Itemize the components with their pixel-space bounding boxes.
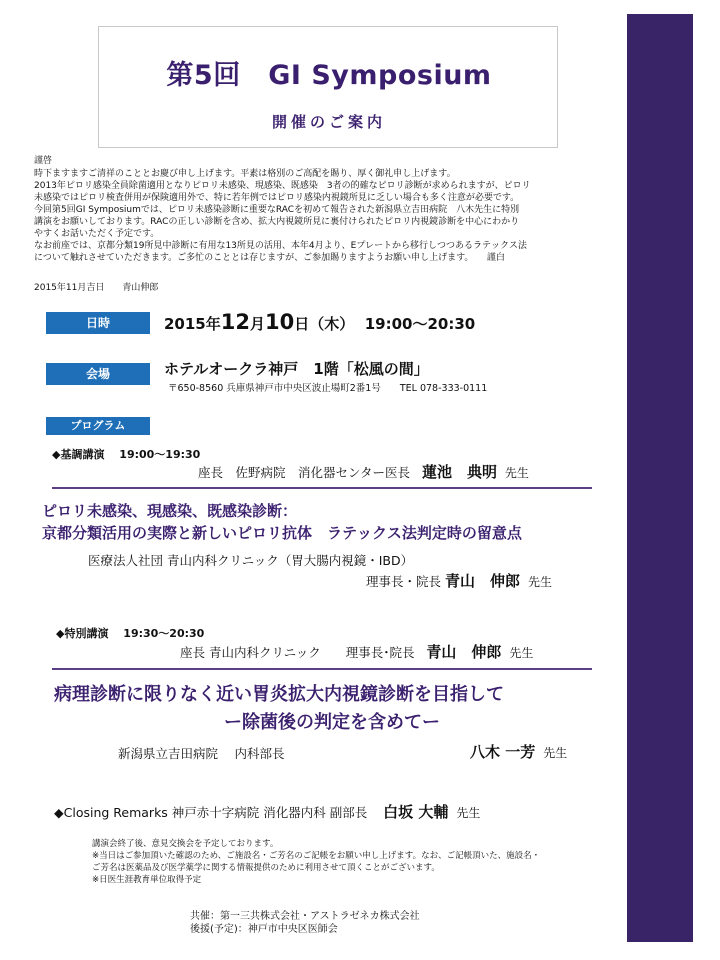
divider — [52, 668, 592, 670]
keynote-title-line1: ピロリ未感染、現感染、既感染診断： — [42, 502, 298, 520]
note-line: ご芳名は医薬品及び医学薬学に関する情報提供のために利用させて頂くことがございます。 — [92, 863, 440, 873]
note-line: 講演会終了後、意見交換会を予定しております。 — [92, 839, 279, 849]
date-day: 10 — [265, 310, 295, 334]
venue-name: ホテルオークラ神戸 1階「松風の間」 — [164, 360, 429, 378]
keynote-chair-role: 座長 佐野病院 消化器センター医長 — [198, 465, 411, 480]
date-label: 日時 — [46, 312, 150, 334]
letter-line: 時下ますますご清祥のこととお慶び申し上げます。平素は格別のご高配を賜り、厚く御礼申し上げます。 — [34, 169, 456, 179]
event-time: 19:00〜20:30 — [364, 315, 476, 333]
keynote-chair-suffix: 先生 — [504, 466, 529, 480]
special-chair-role: 座長 青山内科クリニック 理事長･院長 — [180, 645, 415, 660]
keynote-title-line2: 京都分類活用の実際と新しいピロリ抗体 ラテックス法判定時の留意点 — [42, 524, 522, 542]
special-speaker-org: 新潟県立吉田病院 内科部長 — [118, 746, 285, 761]
keynote-chair — [198, 461, 529, 482]
keynote-speaker — [366, 570, 552, 591]
special-heading: ◆特別講演 19:30〜20:30 — [56, 627, 205, 640]
letter-line: 2013年ピロリ感染全員除菌適用となりピロリ未感染、現感染、既感染 3者の的確なピロリ診断が求められますが、ピロリ — [34, 181, 531, 191]
page-subtitle: 開催のご案内 — [271, 113, 386, 131]
date-weekday: （木） — [309, 315, 355, 333]
title-box — [98, 26, 558, 148]
letter-line: 未感染ではピロリ検査併用が保険適用外で、特に若年例ではピロリ感染内視鏡所見に乏しい場合も多く注意が必要です。 — [34, 193, 520, 203]
letter-line: について触れさせていただきます。ご多忙のこととは存じますが、ご参加賜りますようお願い申し上げます。 謹白 — [34, 253, 505, 263]
letter-line: やすくお話いただく予定です。 — [34, 229, 160, 239]
closing-remarks-suffix: 先生 — [456, 806, 481, 820]
date-month: 12 — [220, 310, 250, 334]
special-chair-suffix: 先生 — [509, 646, 534, 660]
closing-remarks — [54, 801, 480, 822]
special-speaker-name: 八木 一芳 — [470, 743, 536, 761]
date-day-unit: 日 — [294, 315, 310, 333]
special-chair-name: 青山 伸郎 — [426, 643, 502, 661]
letter-salutation: 謹啓 — [34, 156, 53, 166]
page-title: 第5回 GI Symposium — [166, 60, 492, 91]
note-line: ※日医生涯教育単位取得予定 — [92, 875, 202, 885]
keynote-speaker-role: 理事長・院長 — [366, 574, 442, 589]
note-line: ※当日はご参加頂いた確認のため、ご施設名・ご芳名のご記帳をお願い申し上げます。なお、ご記帳頂いた、施設名・ — [92, 851, 541, 861]
notes — [92, 838, 540, 886]
divider — [52, 487, 592, 489]
special-speaker-suffix: 先生 — [543, 746, 568, 760]
keynote-speaker-name: 青山 伸郎 — [445, 572, 521, 590]
closing-remarks-text: ◆Closing Remarks 神戸赤十字病院 消化器内科 副部長 — [54, 805, 368, 820]
keynote-speaker-org: 医療法人社団 青山内科クリニック（胃大腸内視鏡・IBD） — [88, 553, 414, 568]
program-label: プログラム — [46, 417, 150, 435]
letter-line: 今回第5回GI Symposiumでは、ピロリ未感染診断に重要なRACを初めて報告された新潟県立吉田病院 八木先生に特別 — [34, 205, 520, 215]
letter-date-signature: 2015年11月吉日 青山伸郎 — [34, 283, 159, 293]
date-month-unit: 月 — [249, 315, 265, 333]
letter-body — [34, 168, 624, 264]
sponsors — [190, 910, 420, 936]
closing-remarks-name: 白坂 大輔 — [383, 803, 449, 821]
special-speaker — [470, 741, 567, 762]
sponsor-host: 共催：第一三共株式会社・アストラゼネカ株式会社 — [190, 911, 420, 922]
decorative-side-bar — [627, 14, 693, 942]
letter-line: 講演をお願いしております。RACの正しい診断を含め、拡大内視鏡所見に裏付けられたピロリ内視鏡診断を中心にわかり — [34, 217, 520, 227]
special-chair — [180, 641, 533, 662]
venue-label: 会場 — [46, 363, 150, 385]
sponsor-support: 後援(予定)：神戸市中央区医師会 — [190, 924, 338, 935]
special-title-line1: 病理診断に限りなく近い胃炎拡大内視鏡診断を目指して — [54, 684, 504, 705]
keynote-speaker-suffix: 先生 — [527, 575, 552, 589]
event-date — [164, 310, 475, 334]
special-title-line2: ー除菌後の判定を含めてー — [224, 712, 440, 733]
letter-line: なお前座では、京都分類19所見中診断に有用な13所見の活用、本年4月より、Eプレートから移行しつつあるラテックス法 — [34, 241, 527, 251]
keynote-heading: ◆基調講演 19:00〜19:30 — [52, 448, 201, 461]
date-year: 2015年 — [164, 315, 221, 333]
venue-address: 〒650-8560 兵庫県神戸市中央区波止場町2番1号 TEL 078-333-0111 — [168, 383, 488, 394]
keynote-chair-name: 蓮池 典明 — [421, 463, 497, 481]
